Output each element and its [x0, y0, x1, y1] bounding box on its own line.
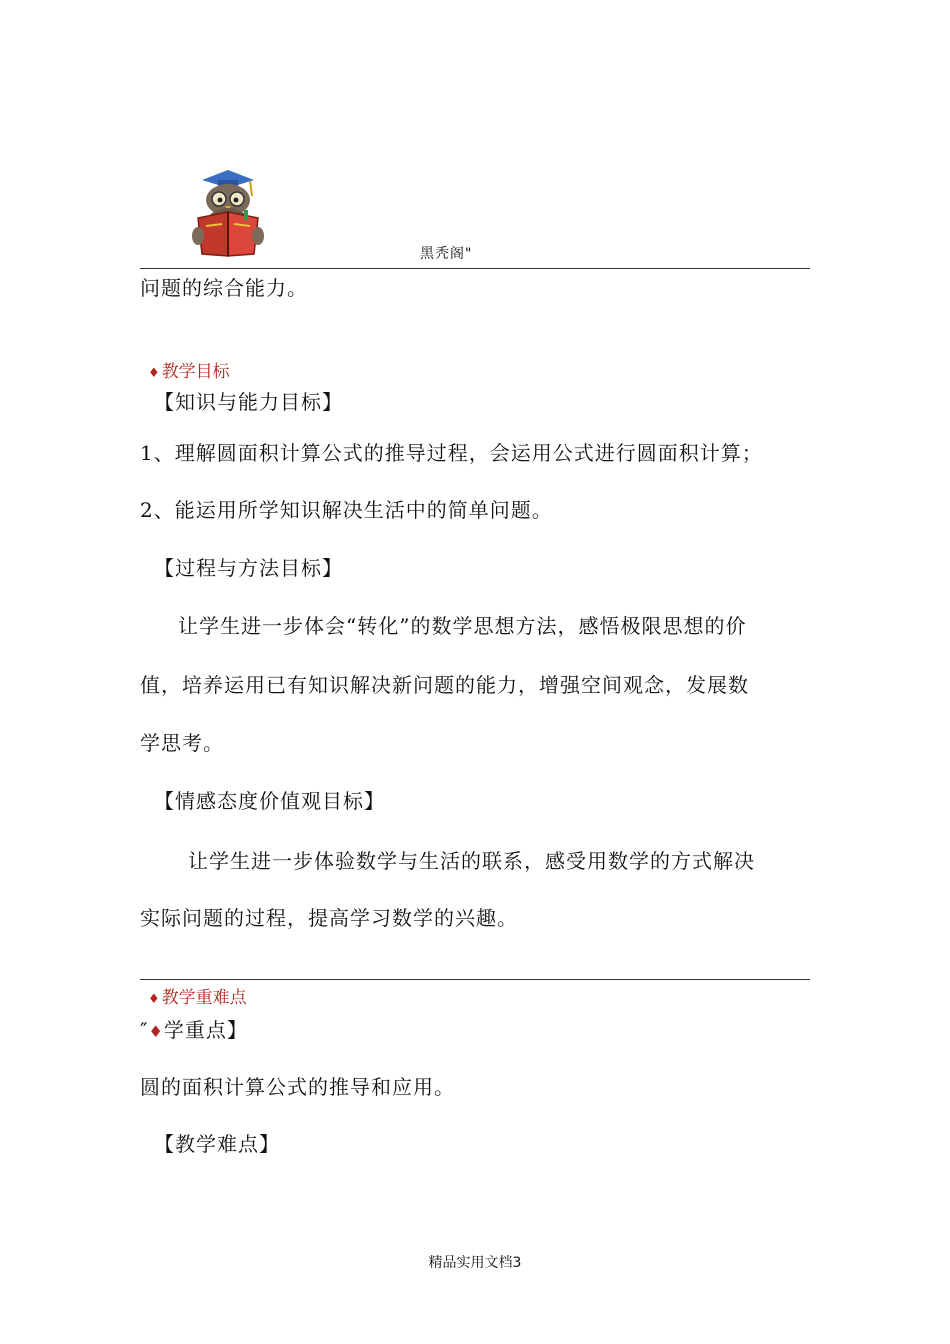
- process-line-2: 值，培养运用已有知识解决新问题的能力，增强空间观念，发展数: [140, 673, 749, 697]
- carry-over-text: 问题的综合能力。: [140, 276, 308, 300]
- difficulty-heading: 【教学难点】: [154, 1132, 280, 1156]
- process-line-3: 学思考。: [140, 731, 224, 755]
- knowledge-item-1: 1、理解圆面积计算公式的推导过程，会运用公式进行圆面积计算；: [140, 441, 763, 465]
- knowledge-item-2: 2、能运用所学知识解决生活中的简单问题。: [140, 498, 553, 522]
- diamond-icon: ♦: [148, 1022, 164, 1041]
- key-heading-text: 学重点】: [163, 1018, 248, 1042]
- process-heading: 【过程与方法目标】: [154, 556, 343, 580]
- header-rule: [140, 268, 810, 269]
- header-title: 黑秃阁": [420, 246, 473, 262]
- key-text: 圆的面积计算公式的推导和应用。: [140, 1075, 455, 1099]
- key-heading: [140, 1014, 248, 1043]
- process-line-1: 让学生进一步体会“转化”的数学思想方法，感悟极限思想的价: [178, 614, 747, 638]
- page-footer: 精品实用文档3: [428, 1255, 522, 1271]
- diamond-icon: ♦: [148, 992, 160, 1007]
- owl-reading-book-icon: [188, 166, 268, 258]
- section-title: 教学目标: [161, 362, 230, 382]
- section-title: 教学重难点: [161, 988, 247, 1008]
- diamond-icon: ♦: [148, 366, 160, 381]
- key-heading-prefix: ″: [140, 1018, 149, 1042]
- section-heading-key-points: [148, 983, 247, 1008]
- emotion-heading: 【情感态度价值观目标】: [154, 789, 385, 813]
- section-heading-objectives: [148, 357, 230, 382]
- knowledge-heading: 【知识与能力目标】: [154, 390, 343, 414]
- emotion-line-2: 实际问题的过程，提高学习数学的兴趣。: [140, 906, 518, 930]
- emotion-line-1: 让学生进一步体验数学与生活的联系，感受用数学的方式解决: [188, 849, 755, 873]
- section-rule: [140, 979, 810, 980]
